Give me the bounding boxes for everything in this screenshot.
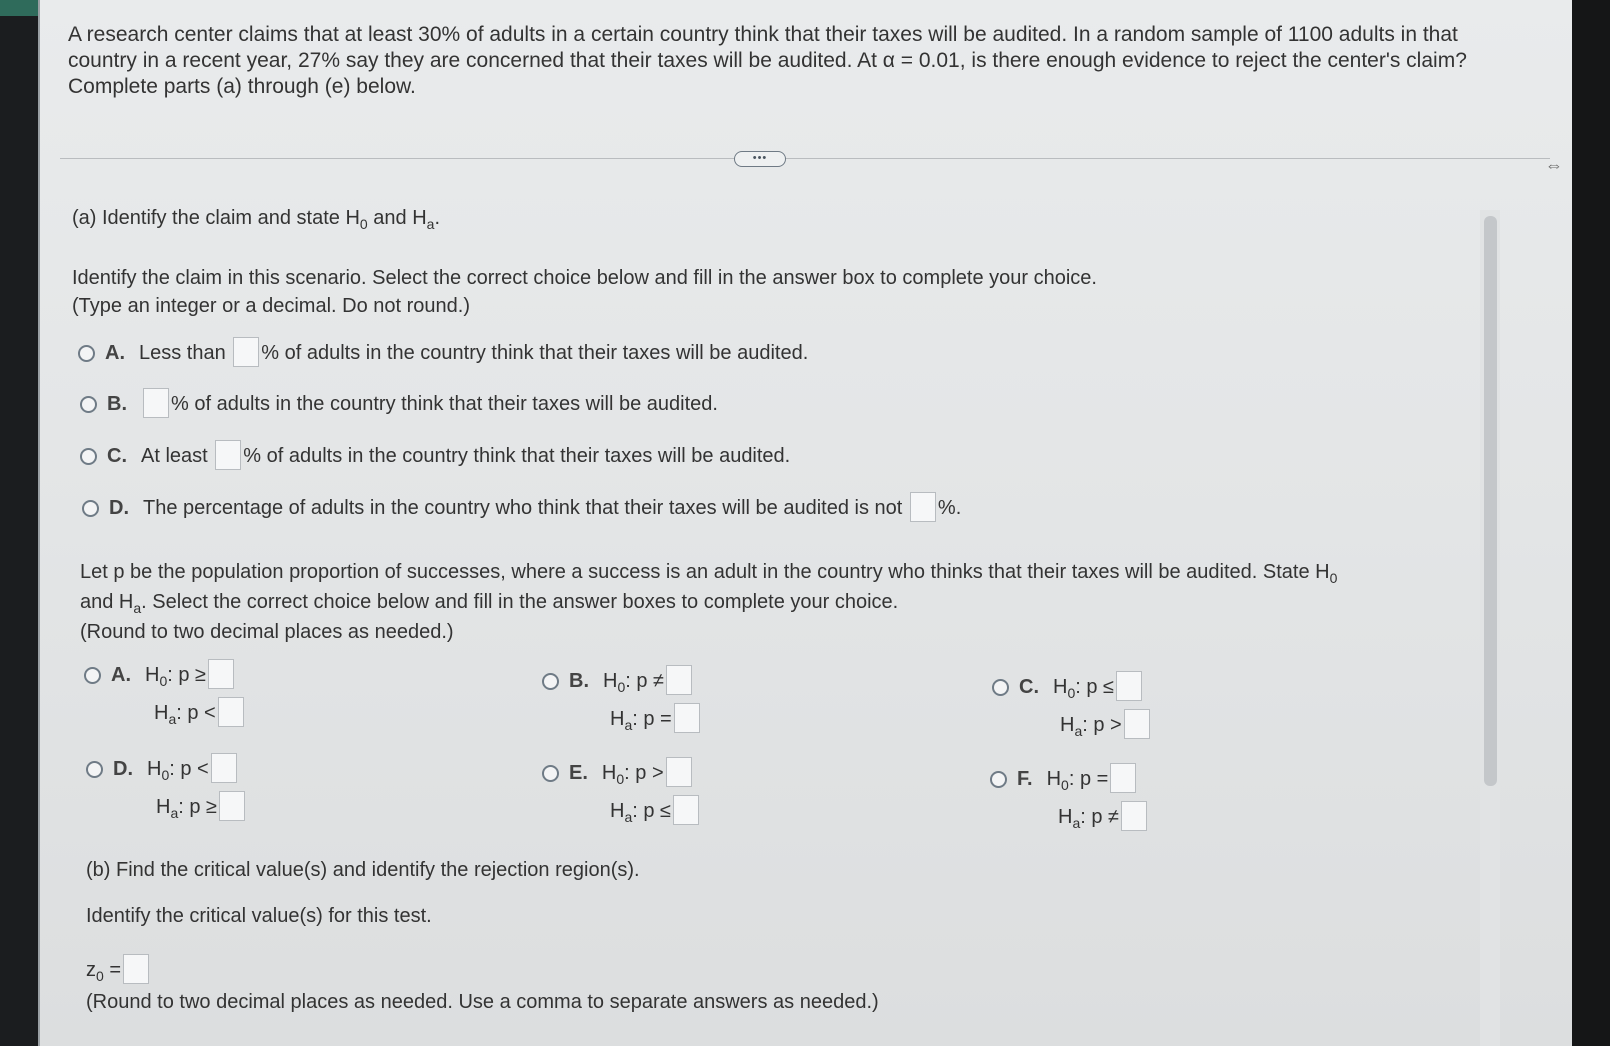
claim-option-c[interactable]: C. At least % of adults in the country think that their taxes will be audited. xyxy=(80,440,790,470)
radio-button[interactable] xyxy=(84,667,101,684)
answer-box[interactable] xyxy=(910,492,936,522)
radio-button[interactable] xyxy=(80,448,97,465)
question-panel xyxy=(38,0,1574,1046)
part-b-heading: (b) Find the critical value(s) and identify the rejection region(s). xyxy=(86,859,640,881)
hypothesis-note: (Round to two decimal places as needed.) xyxy=(80,621,454,643)
section-divider xyxy=(60,158,1550,159)
radio-button[interactable] xyxy=(542,673,559,690)
scrollbar-thumb[interactable] xyxy=(1484,216,1497,786)
radio-button[interactable] xyxy=(78,345,95,362)
answer-box[interactable] xyxy=(1124,709,1150,739)
answer-box[interactable] xyxy=(1116,671,1142,701)
radio-button[interactable] xyxy=(542,765,559,782)
answer-box[interactable] xyxy=(674,703,700,733)
screen-bezel xyxy=(1572,0,1610,1046)
hypothesis-option-b[interactable]: B. $H_0$: p ≠ $H_a$: p = xyxy=(542,664,702,740)
answer-box[interactable] xyxy=(666,757,692,787)
problem-statement: A research center claims that at least 30% of adults in a certain country think that their taxes will be audited. In a random sample of 1100 adults in that country in a recent year, 27% say they are concerned that their taxes will be audited. At α = 0.01, is there enough evidence to reject the center's claim? Complete parts (a) through (e) below. xyxy=(68,23,1467,98)
answer-box[interactable] xyxy=(211,753,237,783)
radio-button[interactable] xyxy=(990,771,1007,788)
hypothesis-option-f[interactable]: F. $H_0$: p = $H_a$: p ≠ xyxy=(990,762,1149,838)
claim-option-b[interactable]: B. % of adults in the country think that their taxes will be audited. xyxy=(80,388,718,418)
resize-handle-icon[interactable]: ⇔ xyxy=(1545,155,1563,175)
radio-button[interactable] xyxy=(86,761,103,778)
critical-value-input-row: $z_0$ = xyxy=(86,954,151,988)
hypothesis-instruction-line1: Let p be the population proportion of successes, where a success is an adult in the country who thinks that their taxes will be audited. State $H_0$ xyxy=(80,561,1338,586)
hypothesis-instruction-line2: and $H_a$. Select the correct choice below and fill in the answer boxes to complete your choice. xyxy=(80,591,899,616)
answer-box[interactable] xyxy=(1110,763,1136,793)
answer-box[interactable] xyxy=(233,337,259,367)
answer-box[interactable] xyxy=(208,659,234,689)
hypothesis-option-d[interactable]: D. $H_0$: p < $H_a$: p ≥ xyxy=(86,752,247,828)
radio-button[interactable] xyxy=(992,679,1009,696)
claim-instruction: Identify the claim in this scenario. Select the correct choice below and fill in the answer box to complete your choice. xyxy=(72,267,1097,289)
critical-value-instruction: Identify the critical value(s) for this test. xyxy=(86,905,432,927)
claim-option-d[interactable]: D. The percentage of adults in the country who think that their taxes will be audited is not %. xyxy=(82,492,961,522)
claim-note: (Type an integer or a decimal. Do not round.) xyxy=(72,295,470,317)
radio-button[interactable] xyxy=(82,500,99,517)
claim-option-a[interactable]: A. Less than % of adults in the country think that their taxes will be audited. xyxy=(78,337,808,367)
show-more-button[interactable]: ••• xyxy=(734,151,786,167)
answer-box[interactable] xyxy=(218,697,244,727)
part-a-heading: (a) Identify the claim and state $H_0$ and $H_a$. xyxy=(72,207,441,232)
radio-button[interactable] xyxy=(80,396,97,413)
answer-box[interactable] xyxy=(215,440,241,470)
answer-box[interactable] xyxy=(1121,801,1147,831)
hypothesis-option-e[interactable]: E. $H_0$: p > $H_a$: p ≤ xyxy=(542,756,701,832)
answer-box[interactable] xyxy=(666,665,692,695)
critical-value-note: (Round to two decimal places as needed. Use a comma to separate answers as needed.) xyxy=(86,991,879,1013)
answer-box[interactable] xyxy=(673,795,699,825)
hypothesis-option-a[interactable]: A. $H_0$: p ≥ $H_a$: p < xyxy=(84,658,246,734)
hypothesis-option-c[interactable]: C. $H_0$: p ≤ $H_a$: p > xyxy=(992,670,1152,746)
answer-box[interactable] xyxy=(143,388,169,418)
answer-box[interactable] xyxy=(219,791,245,821)
critical-value-input[interactable] xyxy=(123,954,149,984)
